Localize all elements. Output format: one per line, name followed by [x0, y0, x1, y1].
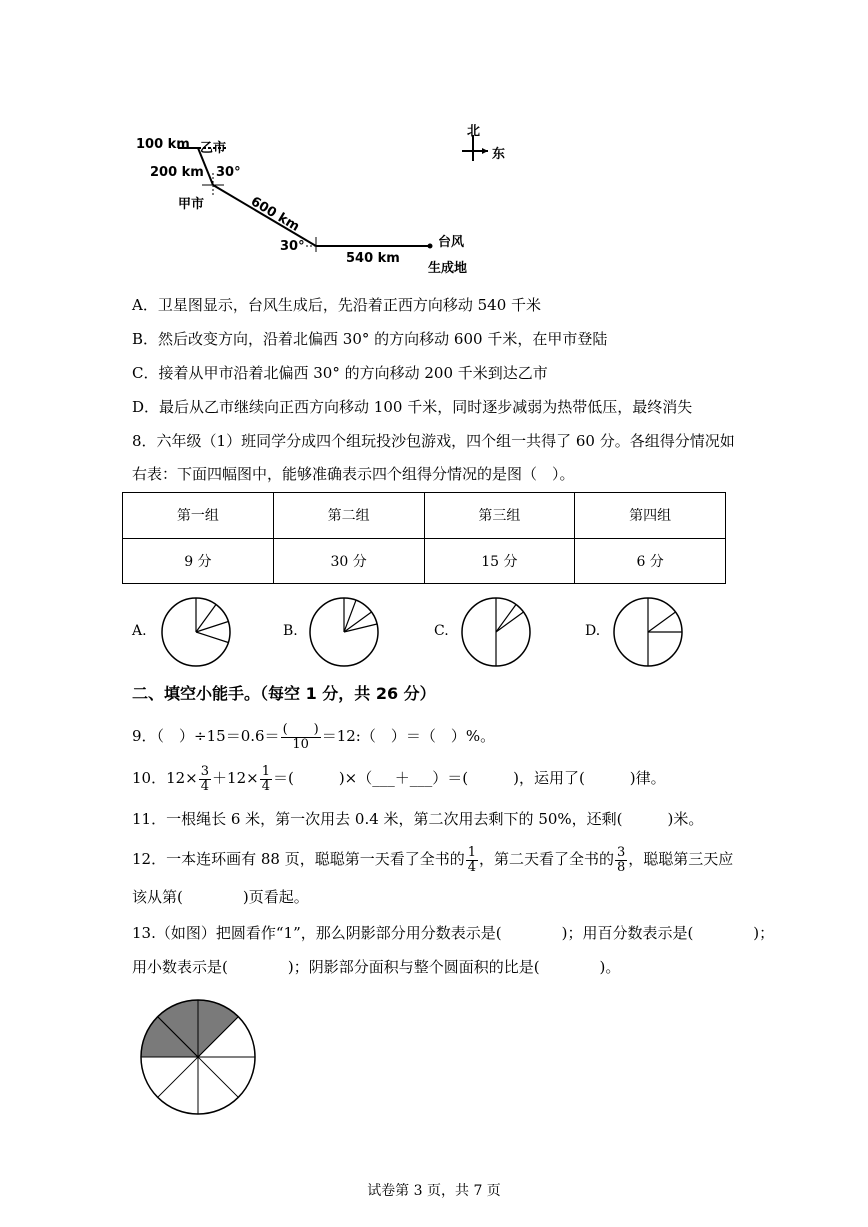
q11: 11．一根绳长 6 米，第一次用去 0.4 米，第二次用去剩下的 50%，还剩( )米。 — [132, 810, 704, 828]
origin-label: 生成地 — [428, 261, 468, 276]
score-table-header-row — [123, 493, 726, 539]
q13-line1: 13.（如图）把圆看作“1”，那么阴影部分用分数表示是( )；用百分数表示是( )； — [132, 924, 775, 942]
typhoon-label: 台风 — [438, 235, 465, 250]
section-2-title: 二、填空小能手。（每空 1 分，共 26 分） — [132, 684, 436, 703]
distance-200km-label: 200 km — [150, 165, 204, 180]
q9-fraction — [281, 723, 321, 752]
table-header-cell: 第四组 — [575, 493, 726, 539]
q12-prefix: 12．一本连环画有 88 页，聪聪第一天看了全书的 — [132, 850, 465, 868]
table-cell: 15 分 — [424, 538, 575, 584]
q9-suffix: ＝12:（ ）＝（ ）%。 — [321, 727, 496, 745]
option-b-label: B. — [283, 623, 298, 639]
distance-600km-label: 600 km — [247, 194, 302, 235]
q13-shaded-circle — [138, 997, 258, 1117]
pie-option-b[interactable] — [308, 596, 380, 668]
q12-suffix: ，聪聪第三天应 — [628, 850, 734, 868]
page-footer: 试卷第 3 页，共 7 页 — [367, 1183, 501, 1199]
q10-suffix: ＝( )×（___＋___）＝( )，运用了( )律。 — [272, 769, 666, 787]
option-a-label: A. — [132, 623, 147, 639]
angle-30-top-label: 30° — [216, 165, 241, 180]
q8-line2: 右表：下面四幅图中，能够准确表示四个组得分情况的是图（ ）。 — [132, 465, 575, 483]
table-cell: 9 分 — [123, 538, 274, 584]
fraction-numerator: 1 — [261, 763, 270, 779]
q12-line2: 该从第( )页看起。 — [132, 888, 309, 906]
table-header-cell: 第三组 — [424, 493, 575, 539]
q12-fraction-1 — [466, 846, 478, 875]
pie-option-d[interactable] — [612, 596, 684, 668]
table-cell: 6 分 — [575, 538, 726, 584]
q9 — [132, 716, 495, 756]
q10-mid: ＋12× — [212, 769, 259, 787]
east-label: 东 — [492, 147, 506, 162]
q7-option-c: C．接着从甲市沿着北偏西 30° 的方向移动 200 千米到达乙市 — [132, 364, 548, 382]
city-yi-label: 乙市 — [200, 141, 227, 156]
q12-mid: ，第二天看了全书的 — [479, 850, 615, 868]
q13-line2: 用小数表示是( )；阴影部分面积与整个圆面积的比是( )。 — [132, 958, 621, 976]
option-c-label: C. — [434, 623, 449, 639]
q12-line1 — [132, 840, 733, 878]
distance-100km-label: 100 km — [136, 137, 190, 152]
angle-30-bottom-label: 30° — [280, 239, 305, 254]
q10-fraction-1 — [199, 765, 211, 794]
city-jia-label: 甲市 — [178, 197, 205, 212]
fraction-denominator: 4 — [467, 859, 476, 875]
north-label: 北 — [467, 124, 481, 139]
q9-fraction-numerator: ( ) — [282, 721, 319, 737]
fraction-denominator: 8 — [617, 859, 626, 875]
fraction-denominator: 4 — [200, 778, 210, 794]
distance-540km-label: 540 km — [346, 251, 400, 266]
q9-fraction-denominator: 10 — [292, 736, 309, 752]
fraction-denominator: 4 — [261, 778, 270, 794]
q7-option-b: B．然后改变方向，沿着北偏西 30° 的方向移动 600 千米，在甲市登陆 — [132, 330, 608, 348]
q7-option-a: A．卫星图显示，台风生成后，先沿着正西方向移动 540 千米 — [132, 296, 542, 314]
q9-prefix: 9．（ ）÷15＝0.6＝ — [132, 727, 280, 745]
q10 — [132, 760, 666, 796]
score-table-value-row — [123, 538, 726, 584]
q8-line1: 8．六年级（1）班同学分成四个组玩投沙包游戏，四个组一共得了 60 分。各组得分情况如 — [132, 432, 735, 450]
fraction-numerator: 3 — [200, 763, 210, 779]
fraction-numerator: 3 — [617, 844, 626, 860]
typhoon-map — [130, 115, 530, 275]
table-cell: 30 分 — [273, 538, 424, 584]
fraction-numerator: 1 — [467, 844, 476, 860]
option-d-label: D. — [585, 623, 601, 639]
q12-fraction-2 — [615, 846, 627, 875]
q10-fraction-2 — [260, 765, 272, 794]
score-table — [122, 492, 726, 584]
q10-prefix: 10．12× — [132, 769, 198, 787]
q7-option-d: D．最后从乙市继续向正西方向移动 100 千米，同时逐步减弱为热带低压，最终消失 — [132, 398, 693, 416]
table-header-cell: 第二组 — [273, 493, 424, 539]
pie-option-a[interactable] — [160, 596, 232, 668]
pie-option-c[interactable] — [460, 596, 532, 668]
table-header-cell: 第一组 — [123, 493, 274, 539]
